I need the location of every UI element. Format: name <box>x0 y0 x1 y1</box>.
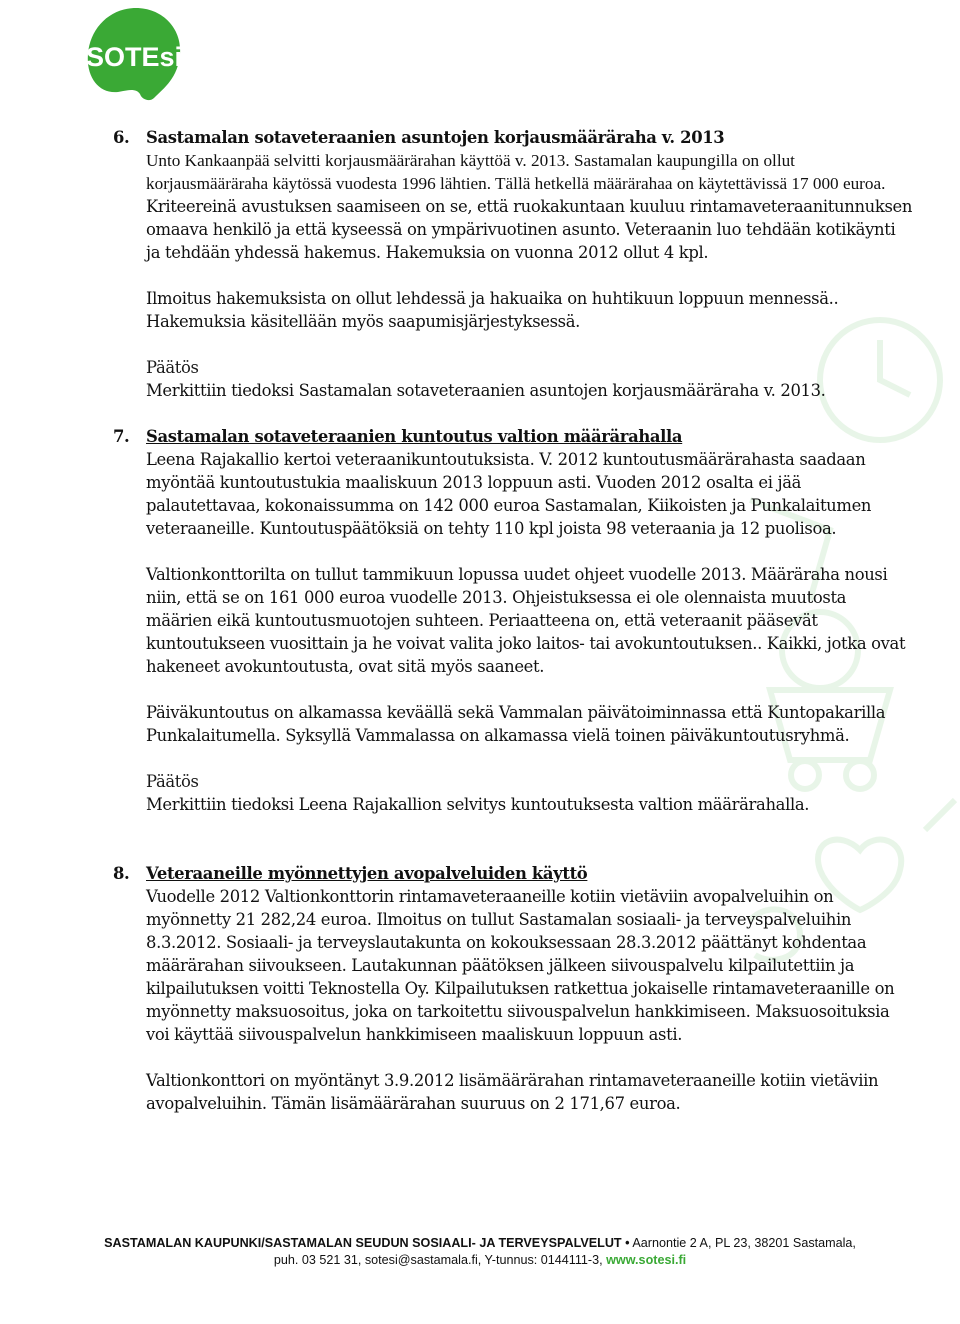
decision-block <box>146 356 913 402</box>
document-body <box>113 126 913 1115</box>
section-heading: Sastamalan sotaveteraanien asuntojen korjausmääräraha v. 2013 <box>146 128 725 147</box>
footer-address: Aarnontie 2 A, PL 23, 38201 Sastamala, <box>632 1236 856 1250</box>
svg-text:SOTEsi: SOTEsi <box>85 42 183 72</box>
section-number: 8. <box>113 864 130 883</box>
decision-text: Merkittiin tiedoksi Sastamalan sotaveteraanien asuntojen korjausmääräraha v. 2013. <box>146 381 826 400</box>
section-paragraph: Päiväkuntoutus on alkamassa keväällä sekä Vammalan päivätoiminnassa että Kuntopakarilla Punkalaitumella. Syksyllä Vammalassa on alkamassa vielä toinen päiväkuntoutusryhmä. <box>146 703 886 745</box>
section-heading: Sastamalan sotaveteraanien kuntoutus valtion määrärahalla <box>146 427 683 446</box>
section-paragraph: Vuodelle 2012 Valtionkonttorin rintamaveteraaneille kotiin vietäviin avopalveluihin on myönnetty 21 282,24 euroa. Ilmoitus on tullut Sastamalan sosiaali- ja terveyspalveluihin 8.3.2012. Sosiaali- ja terveyslautakunta on kokouksessaan 28.3.2012 päättänyt kohdentaa määrärahan siivoukseen. Lautakunnan päätöksen jälkeen siivouspalvelu kilpailutettiin ja kilpailutuksen voitti Teknostella Oy. Kilpailutuksen ratkettua jokaiselle rintamaveteraanille on myönnetty maksuosoitus, joka on tarkoitettu siivouspalvelun hankkimiseen. Maksuosoituksia voi käyttää siivouspalvelun hankkimiseen maaliskuun loppuun asti. <box>146 887 895 1044</box>
footer-website-link[interactable]: www.sotesi.fi <box>606 1253 687 1267</box>
section-8 <box>113 862 913 1115</box>
footer-contact: puh. 03 521 31, sotesi@sastamala.fi, Y-tunnus: 0144111-3, <box>273 1253 603 1267</box>
section-number: 6. <box>113 128 130 147</box>
decision-label: Päätös <box>146 358 199 377</box>
paragraph-text: Kriteereinä avustuksen saamiseen on se, että ruokakuntaan kuuluu rintamaveteraanitunnuksen omaava henkilö ja että kyseessä on ympärivuotinen asunto. Veteraanin luo tehdään kotikäynti ja tehdään yhdessä hakemus. Hakemuksia on vuonna 2012 ollut 4 kpl. <box>146 197 913 262</box>
section-paragraph: Ilmoitus hakemuksista on ollut lehdessä ja hakuaika on huhtikuun loppuun mennessä.. Hakemuksia käsitellään myös saapumisjärjestyksessä. <box>146 289 839 331</box>
section-paragraph: Valtionkonttori on myöntänyt 3.9.2012 lisämäärärahan rintamaveteraaneille kotiin vietäviin avopalveluihin. Tämän lisämäärärahan suuruus on 2 171,67 euroa. <box>146 1071 879 1113</box>
paragraph-text: Unto Kankaanpää selvitti korjausmäärärahan käyttöä v. 2013. Sastamalan kaupungilla on ollut korjausmääräraha käytössä vuodesta 1996 lähtien. Tällä hetkellä määrärahaa on käytettävissä 17 000 euroa. <box>146 151 886 193</box>
section-number: 7. <box>113 427 130 446</box>
section-6 <box>113 126 913 402</box>
section-paragraph: Valtionkonttorilta on tullut tammikuun lopussa uudet ohjeet vuodelle 2013. Määräraha nousi niin, että se on 161 000 euroa vuodelle 2013. Ohjeistuksessa ei ole olennaista muutosta määrien eikä kuntoutusmuotojen suhteen. Periaatteena on, että veteraanit pääsevät kuntoutukseen vuosittain ja he voivat valita joko laitos- tai avokuntoutuksen.. Kaikki, jotka ovat hakeneet avokuntoutusta, ovat sitä myös saaneet. <box>146 565 906 676</box>
section-paragraph: Leena Rajakallio kertoi veteraanikuntoutuksista. V. 2012 kuntoutusmäärärahasta saadaan myöntää kuntoutustukia maaliskuun 2013 loppuun asti. Vuoden 2012 osalta ei jää palautettavaa, kokonaissumma on 142 000 euroa Sastamalan, Kiikoisten ja Punkalaitumen veteraaneille. Kuntoutuspäätöksiä on tehty 110 kpl joista 98 veteraania ja 12 puolisoa. <box>146 450 872 538</box>
footer-organization: SASTAMALAN KAUPUNKI/SASTAMALAN SEUDUN SOSIAALI- JA TERVEYSPALVELUT <box>104 1236 622 1250</box>
section-heading: Veteraaneille myönnettyjen avopalveluiden käyttö <box>146 864 588 883</box>
decision-text: Merkittiin tiedoksi Leena Rajakallion selvitys kuntoutuksesta valtion määrärahalla. <box>146 795 810 814</box>
decision-label: Päätös <box>146 772 199 791</box>
section-paragraph <box>146 149 913 264</box>
footer-line-2 <box>0 1253 960 1267</box>
footer-bullet: • <box>625 1236 630 1250</box>
decision-block <box>146 770 913 816</box>
sotesi-logo <box>84 4 184 104</box>
section-7 <box>113 425 913 816</box>
footer-line-1 <box>0 1236 960 1250</box>
